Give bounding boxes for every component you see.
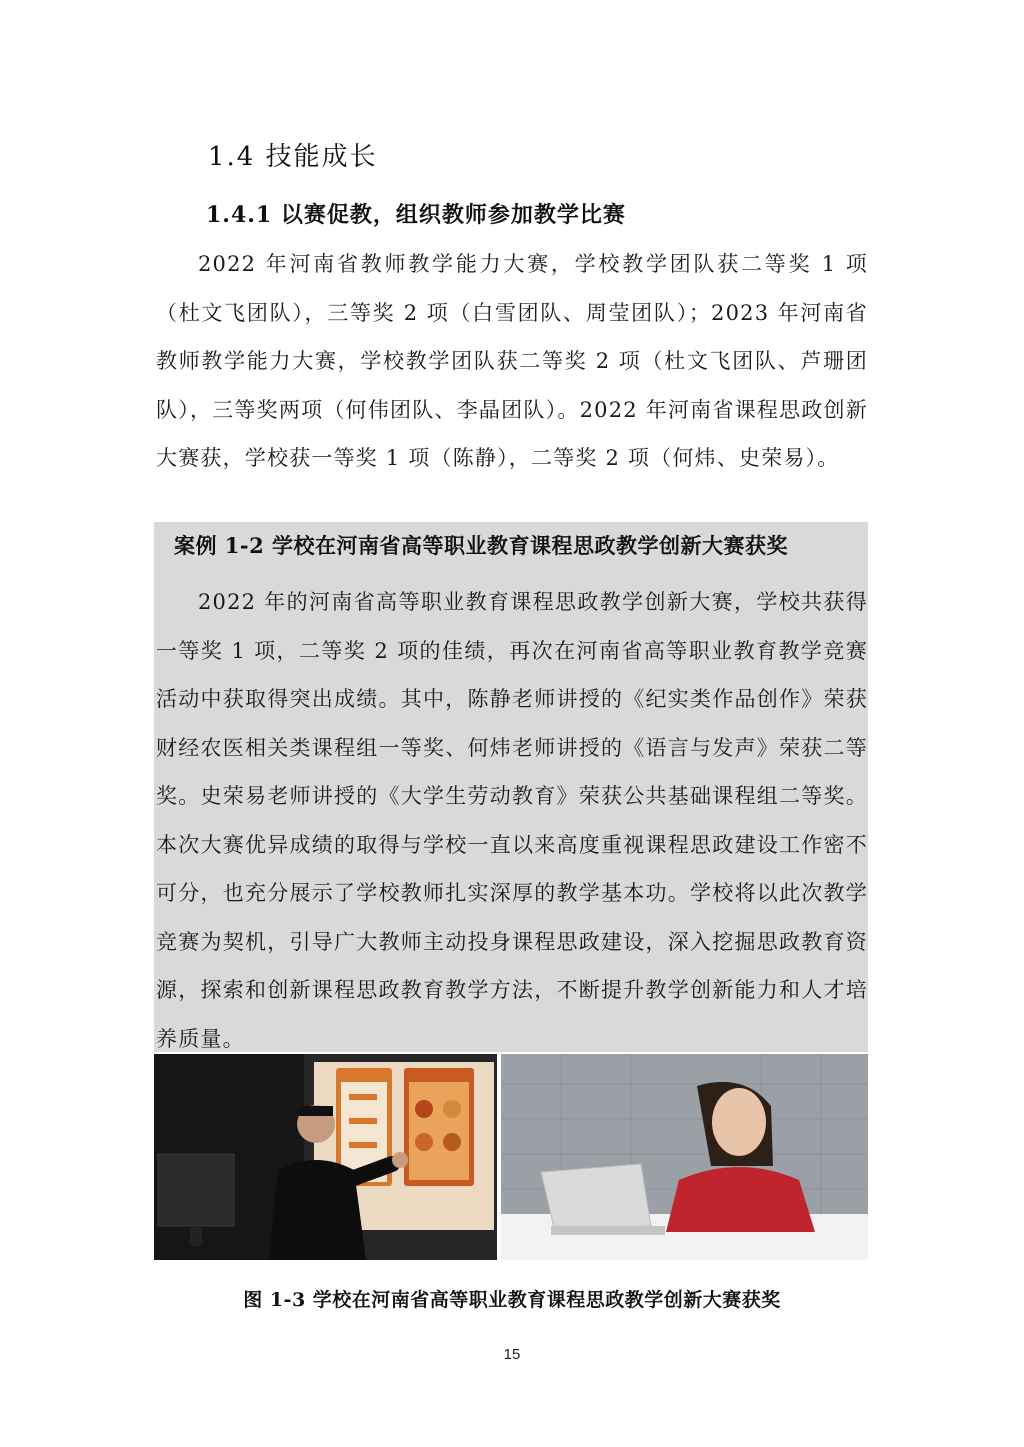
figure-caption: 图 1-3 学校在河南省高等职业教育课程思政教学创新大赛获奖 [243, 1289, 781, 1311]
subsection-heading: 1.4.1 以赛促教，组织教师参加教学比赛 [206, 202, 626, 228]
photo-lecturer [154, 1054, 497, 1260]
page-number: 15 [503, 1346, 521, 1363]
case-title: 案例 1-2 学校在河南省高等职业教育课程思政教学创新大赛获奖 [174, 533, 789, 558]
section-heading: 1.4 技能成长 [208, 142, 378, 172]
intro-text: 2022 年河南省教师教学能力大赛，学校教学团队获二等奖 1 项（杜文飞团队），三等奖 2 项（白雪团队、周莹团队）；2023 年河南省教师教学能力大赛，学校教学团队获二等奖 2 项（杜文飞团队、芦珊团队），三等奖两项（何伟团队、李晶团队）。2022 年河南省课程思政创新大赛获，学校获一等奖 1 项（陈静），二等奖 2 项（何炜、史荣易）。 [156, 252, 868, 470]
photo-speaker [501, 1054, 868, 1260]
case-paragraph [156, 578, 868, 1063]
intro-paragraph [156, 240, 868, 483]
case-text: 2022 年的河南省高等职业教育课程思政教学创新大赛，学校共获得一等奖 1 项，二等奖 2 项的佳绩，再次在河南省高等职业教育教学竞赛活动中获取得突出成绩。其中，陈静老师讲授的《纪实类作品创作》荣获财经农医相关类课程组一等奖、何炜老师讲授的《语言与发声》荣获二等奖。史荣易老师讲授的《大学生劳动教育》荣获公共基础课程组二等奖。本次大赛优异成绩的取得与学校一直以来高度重视课程思政建设工作密不可分，也充分展示了学校教师扎实深厚的教学基本功。学校将以此次教学竞赛为契机，引导广大教师主动投身课程思政建设，深入挖掘思政教育资源，探索和创新课程思政教育教学方法，不断提升教学创新能力和人才培养质量。 [156, 590, 868, 1051]
